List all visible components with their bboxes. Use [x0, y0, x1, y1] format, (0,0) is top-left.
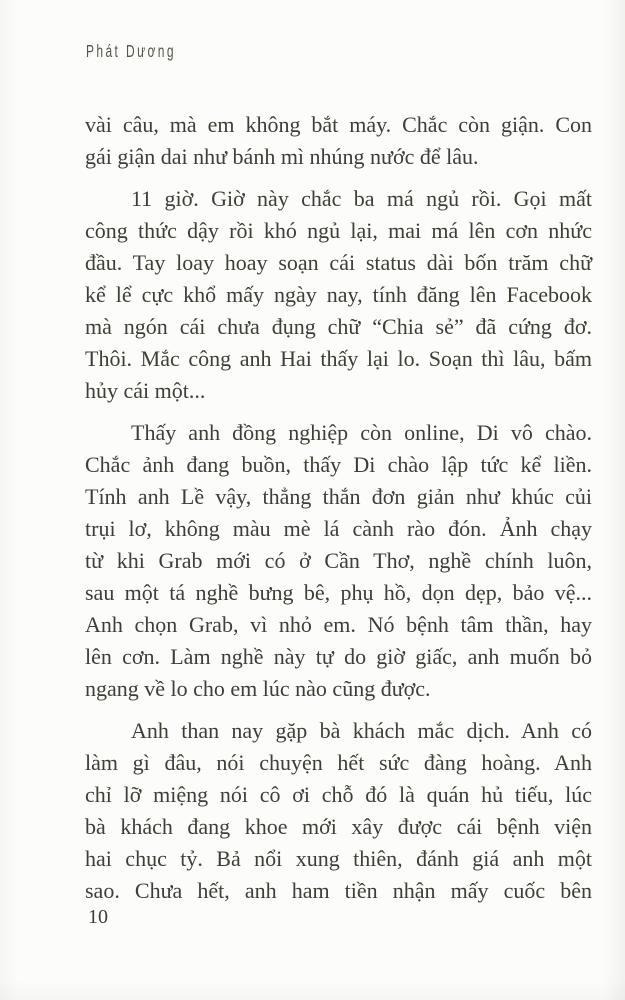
page-number: 10 [88, 906, 108, 928]
paragraph [85, 715, 592, 907]
running-header-author: Phát Dương [86, 42, 176, 62]
text-line: mà ngón cái chưa đụng chữ “Chia sẻ” đã cứng đơ. [85, 314, 592, 339]
text-line: vài câu, mà em không bắt máy. Chắc còn giận. Con [85, 112, 592, 137]
text-line: sao. Chưa hết, anh ham tiền nhận mấy cuốc bên [85, 878, 592, 903]
text-line: trụi lơ, không màu mè lá cành rào đón. Ảnh chạy [85, 516, 592, 541]
text-line: Anh than nay gặp bà khách mắc dịch. Anh có [131, 718, 592, 743]
text-line: 11 giờ. Giờ này chắc ba má ngủ rồi. Gọi mất [131, 186, 592, 211]
text-line: hai chục tỷ. Bả nổi xung thiên, đánh giá anh một [85, 846, 592, 871]
text-line: sau một tá nghề bưng bê, phụ hồ, dọn dẹp, bảo vệ... [85, 580, 592, 605]
text-line: bà khách đang khoe mới xây được cái bệnh viện [85, 814, 592, 839]
text-line: hủy cái một... [85, 378, 206, 403]
text-line: gái giận dai như bánh mì nhúng nước để lâu. [85, 144, 479, 169]
text-line: từ khi Grab mới có ở Cần Thơ, nghề chính luôn, [85, 548, 592, 573]
text-line: làm gì đâu, nói chuyện hết sức đàng hoàng. Anh [85, 750, 592, 775]
paragraph [85, 109, 592, 173]
text-line: kể lể cực khổ mấy ngày nay, tính đăng lên Facebook [85, 282, 592, 307]
body-text [85, 109, 592, 907]
paragraph [85, 183, 592, 407]
text-line: chỉ lỡ miệng nói cô ơi chỗ đó là quán hủ tiếu, lúc [85, 782, 592, 807]
text-line: Tính anh Lề vậy, thẳng thắn đơn giản như khúc củi [85, 484, 592, 509]
text-line: Anh chọn Grab, vì nhỏ em. Nó bệnh tâm thần, hay [85, 612, 592, 637]
paragraph [85, 417, 592, 705]
text-line: công thức dậy rồi khó ngủ lại, mai má lên cơn nhức [85, 218, 592, 243]
text-line: Thấy anh đồng nghiệp còn online, Di vô chào. [131, 420, 592, 445]
text-line: lên cơn. Làm nghề này tự do giờ giấc, anh muốn bỏ [85, 644, 592, 669]
text-line: Chắc ảnh đang buồn, thấy Di chào lập tức kể liền. [85, 452, 592, 477]
text-line: Thôi. Mắc công anh Hai thấy lại lo. Soạn thì lâu, bấm [85, 346, 592, 371]
text-line: ngang về lo cho em lúc nào cũng được. [85, 676, 431, 701]
text-line: đầu. Tay loay hoay soạn cái status dài bốn trăm chữ [85, 250, 592, 275]
